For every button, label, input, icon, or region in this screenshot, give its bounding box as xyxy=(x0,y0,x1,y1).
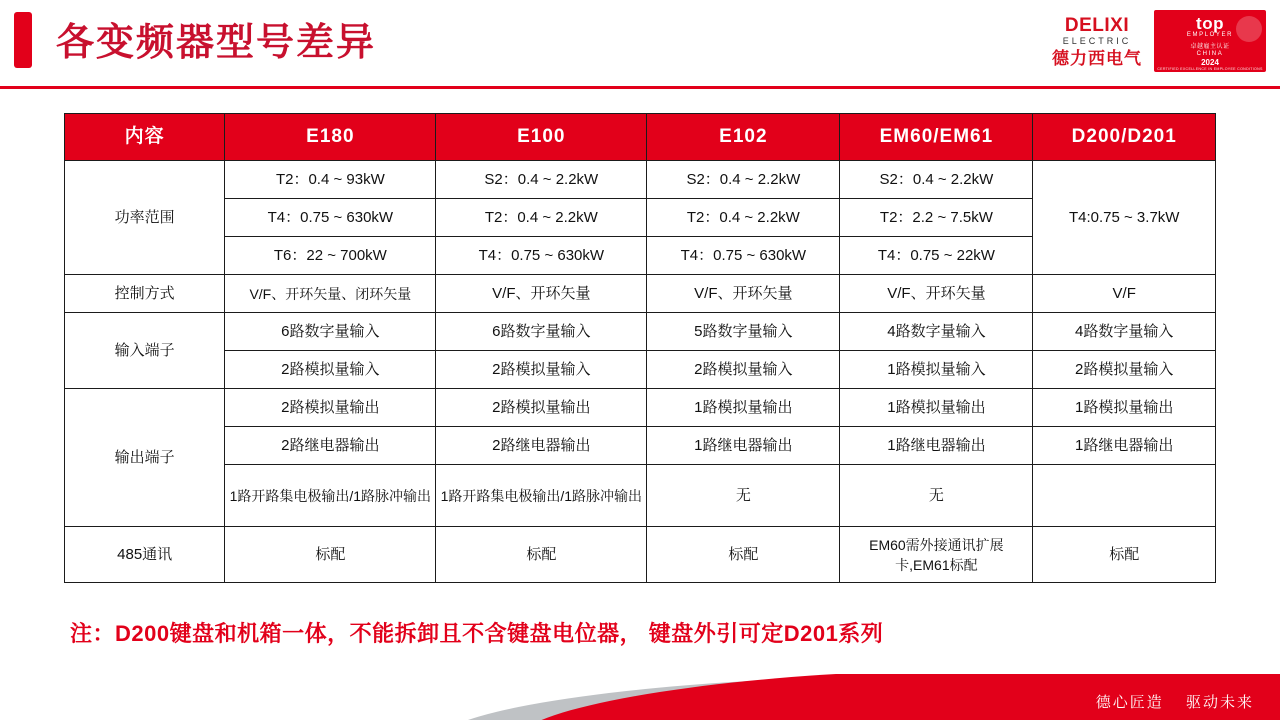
cell-power-e100-2: T2：0.4 ~ 2.2kW xyxy=(436,199,647,237)
cell-output-e102-2: 1路继电器输出 xyxy=(647,427,840,465)
column-header-d200-d201: D200/D201 xyxy=(1033,114,1216,161)
cell-power-e180-1: T2：0.4 ~ 93kW xyxy=(225,161,436,199)
cell-output-em60-3: 无 xyxy=(840,465,1033,527)
cell-power-d200: T4:0.75 ~ 3.7kW xyxy=(1033,161,1216,275)
cell-input-e180-1: 6路数字量输入 xyxy=(225,313,436,351)
row-label-output-terminals: 输出端子 xyxy=(65,389,225,527)
cell-485-em60: EM60需外接通讯扩展卡,EM61标配 xyxy=(840,527,1033,583)
cell-input-e100-2: 2路模拟量输入 xyxy=(436,351,647,389)
title-accent-bar xyxy=(14,12,32,68)
table-row xyxy=(65,527,1216,583)
footnote-text: 注：D200键盘和机箱一体，不能拆卸且不含键盘电位器， 键盘外引可定D201系列 xyxy=(70,621,884,646)
footer-band xyxy=(0,674,1280,720)
cell-output-em60-2: 1路继电器输出 xyxy=(840,427,1033,465)
top-employer-footnote: CERTIFIED EXCELLENCE IN EMPLOYEE CONDITIONS xyxy=(1157,67,1263,71)
table-row xyxy=(65,427,1216,465)
table-row xyxy=(65,389,1216,427)
column-header-e102: E102 xyxy=(647,114,840,161)
cell-output-e100-1: 2路模拟量输出 xyxy=(436,389,647,427)
cell-output-em60-1: 1路模拟量输出 xyxy=(840,389,1033,427)
row-label-power-range: 功率范围 xyxy=(65,161,225,275)
row-label-485-comm: 485通讯 xyxy=(65,527,225,583)
cell-input-em60-2: 1路模拟量输入 xyxy=(840,351,1033,389)
cell-output-d200-1: 1路模拟量输出 xyxy=(1033,389,1216,427)
column-header-content: 内容 xyxy=(65,114,225,161)
cell-485-e102: 标配 xyxy=(647,527,840,583)
table-row xyxy=(65,351,1216,389)
cell-input-e100-1: 6路数字量输入 xyxy=(436,313,647,351)
cell-input-e102-1: 5路数字量输入 xyxy=(647,313,840,351)
cell-power-e102-2: T2：0.4 ~ 2.2kW xyxy=(647,199,840,237)
table-row xyxy=(65,465,1216,527)
column-header-e180: E180 xyxy=(225,114,436,161)
cell-control-em60: V/F、开环矢量 xyxy=(840,275,1033,313)
row-label-input-terminals: 输入端子 xyxy=(65,313,225,389)
cell-485-d200: 标配 xyxy=(1033,527,1216,583)
top-employer-region: CHINA xyxy=(1196,50,1224,57)
cell-control-e102: V/F、开环矢量 xyxy=(647,275,840,313)
cell-485-e180: 标配 xyxy=(225,527,436,583)
footer-slogan xyxy=(1080,691,1254,712)
cell-power-e180-2: T4：0.75 ~ 630kW xyxy=(225,199,436,237)
top-employer-subtitle: EMPLOYER xyxy=(1186,31,1234,38)
cell-power-e100-3: T4：0.75 ~ 630kW xyxy=(436,237,647,275)
slide-header xyxy=(0,0,1280,88)
cell-power-e100-1: S2：0.4 ~ 2.2kW xyxy=(436,161,647,199)
cell-input-em60-1: 4路数字量输入 xyxy=(840,313,1033,351)
cell-output-d200-2: 1路继电器输出 xyxy=(1033,427,1216,465)
cell-input-d200-2: 2路模拟量输入 xyxy=(1033,351,1216,389)
cell-output-e180-1: 2路模拟量输出 xyxy=(225,389,436,427)
table-row xyxy=(65,161,1216,199)
footer-slogan-left: 德心匠造 xyxy=(1095,694,1164,711)
cell-output-e180-2: 2路继电器输出 xyxy=(225,427,436,465)
logo-area xyxy=(1052,10,1266,72)
seal-icon xyxy=(1236,16,1262,42)
cell-input-d200-1: 4路数字量输入 xyxy=(1033,313,1216,351)
top-employer-year: 2024 xyxy=(1201,57,1219,67)
top-employer-chinese: 卓越雇主认证 xyxy=(1190,43,1230,50)
cell-control-d200: V/F xyxy=(1033,275,1216,313)
page-title: 各变频器型号差异 xyxy=(56,22,377,64)
cell-power-e180-3: T6：22 ~ 700kW xyxy=(225,237,436,275)
cell-power-em60-2: T2：2.2 ~ 7.5kW xyxy=(840,199,1033,237)
spec-table-container xyxy=(64,113,1216,583)
spec-table xyxy=(64,113,1216,583)
footer-slogan-right: 驱动未来 xyxy=(1185,694,1254,711)
header-divider xyxy=(0,86,1280,89)
delixi-logo xyxy=(1052,16,1146,67)
cell-power-em60-3: T4：0.75 ~ 22kW xyxy=(840,237,1033,275)
cell-output-e100-2: 2路继电器输出 xyxy=(436,427,647,465)
cell-output-d200-3 xyxy=(1033,465,1216,527)
row-label-control-mode: 控制方式 xyxy=(65,275,225,313)
table-row xyxy=(65,313,1216,351)
cell-485-e100: 标配 xyxy=(436,527,647,583)
table-row xyxy=(65,275,1216,313)
delixi-brand-chinese: 德力西电气 xyxy=(1052,48,1142,68)
top-employer-badge-logo xyxy=(1154,10,1266,72)
cell-input-e102-2: 2路模拟量输入 xyxy=(647,351,840,389)
cell-output-e102-3: 无 xyxy=(647,465,840,527)
cell-input-e180-2: 2路模拟量输入 xyxy=(225,351,436,389)
delixi-brand-subtext: ELECTRIC xyxy=(1062,35,1132,46)
column-header-em60-em61: EM60/EM61 xyxy=(840,114,1033,161)
cell-output-e100-3: 1路开路集电极输出/1路脉冲输出 xyxy=(436,465,647,527)
cell-power-em60-1: S2：0.4 ~ 2.2kW xyxy=(840,161,1033,199)
cell-power-e102-1: S2：0.4 ~ 2.2kW xyxy=(647,161,840,199)
cell-output-e180-3: 1路开路集电极输出/1路脉冲输出 xyxy=(225,465,436,527)
top-employer-title: top xyxy=(1196,13,1224,33)
cell-output-e102-1: 1路模拟量输出 xyxy=(647,389,840,427)
column-header-e100: E100 xyxy=(436,114,647,161)
cell-control-e180: V/F、开环矢量、闭环矢量 xyxy=(225,275,436,313)
cell-power-e102-3: T4：0.75 ~ 630kW xyxy=(647,237,840,275)
table-header-row xyxy=(65,114,1216,161)
cell-control-e100: V/F、开环矢量 xyxy=(436,275,647,313)
delixi-brand-text: DELIXI xyxy=(1064,14,1130,36)
